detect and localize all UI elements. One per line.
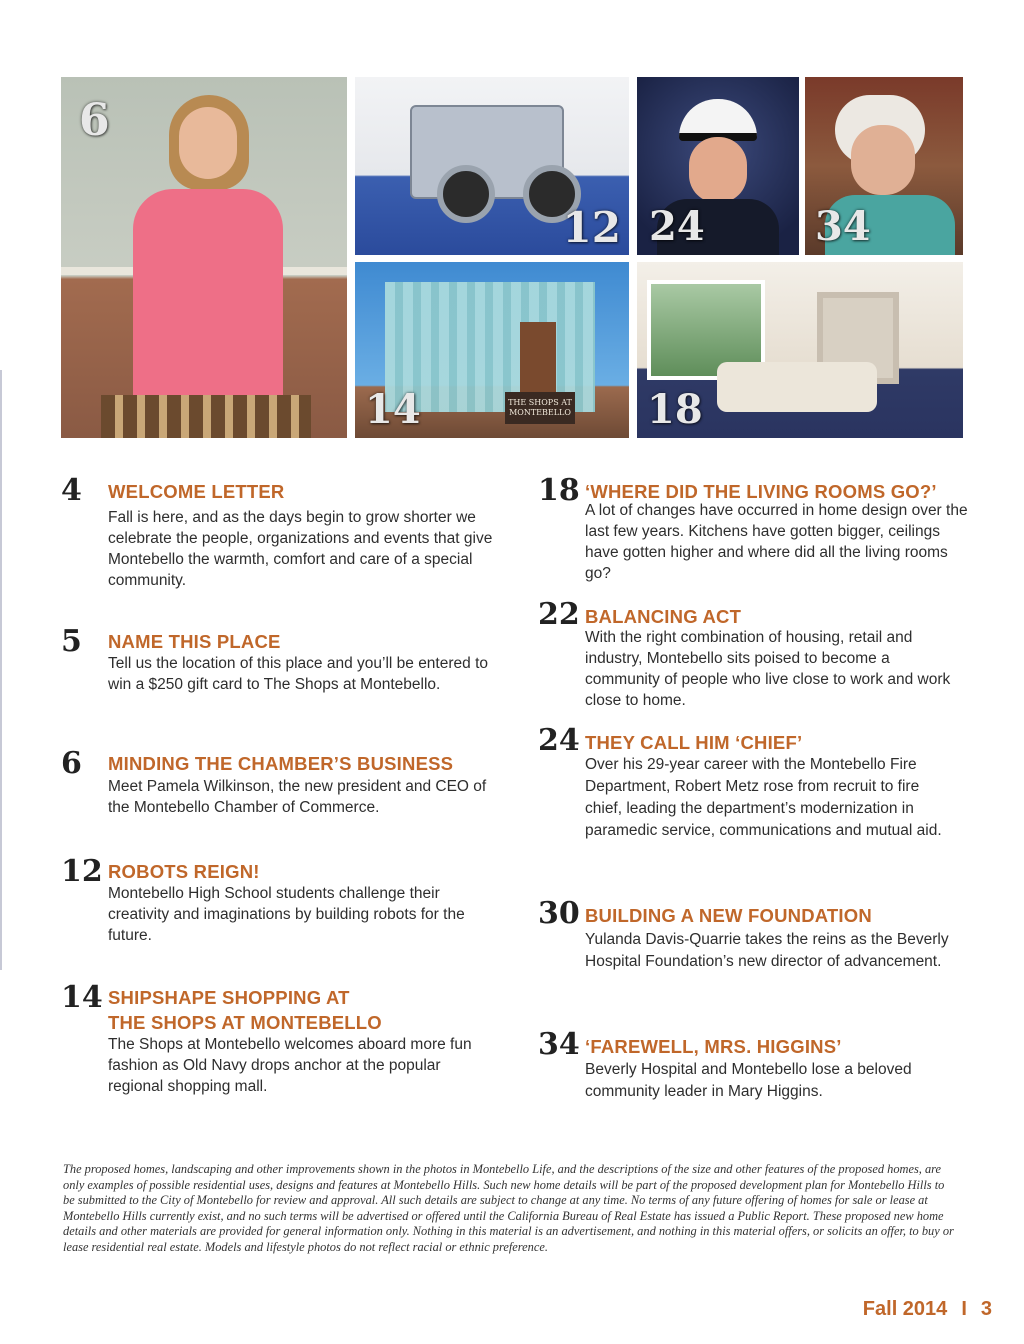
photo-page-number: 24 [649, 203, 705, 250]
chief-cap [679, 99, 757, 141]
room-sofa [717, 362, 877, 412]
toc-title[interactable]: MINDING THE CHAMBER’S BUSINESS [108, 753, 454, 774]
person-jacket [133, 189, 283, 409]
toc-description: Over his 29-year career with the Montebello Fire Department, Robert Metz rose from recruit to fire chief, leading the department’s modernization in paramedic service, communications and mutual aid. [585, 756, 942, 839]
toc-page-number: 30 [538, 896, 580, 931]
person-face [179, 107, 237, 179]
photo-robot [355, 77, 629, 255]
shops-sign [505, 392, 575, 424]
toc-page-number: 34 [538, 1027, 580, 1062]
folio-separator: I [961, 1298, 967, 1320]
page-number: 3 [980, 1298, 992, 1320]
toc-title-line2[interactable]: THE SHOPS AT MONTEBELLO [108, 1012, 382, 1033]
chair [101, 395, 311, 438]
legal-disclaimer: The proposed homes, landscaping and other improvements shown in the photos in Montebello Life, and the descriptions of the size and other features of the proposed homes, are only examples of possible residential uses, designs and features at Montebello Hills. Such new home details will be part of the proposed development plan for Montebello Hills to be submitted to the City of Montebello for review and approval. All such details are subject to change at any time. No terms of any future offering of homes for sale or lease at Montebello Hills currently exist, and no such terms will be advertised or offered until the California Bureau of Real Estate has issued a Public Report. These proposed new home details and other materials are provided for general information only. Nothing in this material is an advertisement, and nothing in this material offers, or solicits an offer, to buy or lease residential real estate. Models and lifestyle photos do not reflect racial or ethnic preference. [63, 1162, 954, 1254]
toc-description: Beverly Hospital and Montebello lose a beloved community leader in Mary Higgins. [585, 1061, 912, 1100]
photo-page-number: 18 [647, 386, 703, 433]
photo-living-room [637, 262, 963, 438]
toc-page-number: 5 [61, 624, 82, 659]
toc-title[interactable]: ‘FAREWELL, MRS. HIGGINS’ [585, 1036, 842, 1057]
toc-title[interactable]: WELCOME LETTER [108, 481, 285, 502]
toc-description: Tell us the location of this place and you’ll be entered to win a $250 gift card to The Shops at Montebello. [108, 655, 488, 693]
toc-description: A lot of changes have occurred in home design over the last few years. Kitchens have gotten bigger, ceilings have gotten higher and where did all the living rooms go? [585, 502, 968, 582]
toc-description: Fall is here, and as the days begin to grow shorter we celebrate the people, organizations and events that give Montebello the warmth, comfort and care of a special community. [108, 509, 493, 589]
shops-sign-line2: MONTEBELLO [509, 407, 571, 417]
toc-page-number: 6 [61, 746, 82, 781]
photo-shops-building [355, 262, 629, 438]
photo-page-number: 34 [815, 203, 871, 250]
woman-face [851, 125, 915, 195]
toc-title[interactable]: ROBOTS REIGN! [108, 861, 260, 882]
toc-page-number: 22 [538, 597, 580, 632]
page-folio [863, 1298, 992, 1321]
photo-portrait [61, 77, 347, 438]
issue-label: Fall 2014 [862, 1298, 948, 1320]
toc-title[interactable]: BUILDING A NEW FOUNDATION [585, 905, 872, 926]
toc-page-number: 14 [61, 980, 103, 1015]
toc-page-number: 24 [538, 723, 580, 758]
toc-title[interactable]: NAME THIS PLACE [108, 631, 281, 652]
page-edge-rule [0, 370, 2, 970]
chief-face [689, 137, 747, 203]
toc-page-number: 12 [61, 854, 103, 889]
toc-title[interactable]: THEY CALL HIM ‘CHIEF’ [585, 732, 803, 753]
photo-fire-chief [637, 77, 799, 255]
toc-description: Meet Pamela Wilkinson, the new president and CEO of the Montebello Chamber of Commerce. [108, 778, 487, 816]
shops-sign-line1: THE SHOPS AT [508, 398, 572, 407]
toc-title[interactable]: ‘WHERE DID THE LIVING ROOMS GO?’ [585, 481, 937, 502]
robot-wheel [437, 165, 495, 223]
toc-title[interactable]: BALANCING ACT [585, 606, 742, 627]
photo-page-number: 14 [365, 386, 421, 433]
toc-page-number: 4 [61, 473, 82, 508]
toc-title[interactable]: SHIPSHAPE SHOPPING AT [108, 987, 350, 1008]
toc-description: With the right combination of housing, retail and industry, Montebello sits poised to become a community of people who live close to work and work close to home. [585, 629, 951, 709]
photo-page-number: 6 [79, 95, 110, 146]
toc-description: Montebello High School students challenge their creativity and imaginations by building robots for the future. [108, 885, 465, 944]
toc-description: The Shops at Montebello welcomes aboard more fun fashion as Old Navy drops anchor at the popular regional shopping mall. [108, 1036, 472, 1095]
toc-description: Yulanda Davis-Quarrie takes the reins as the Beverly Hospital Foundation’s new director of advancement. [585, 931, 949, 970]
toc-page-number: 18 [538, 473, 580, 508]
photo-page-number: 12 [562, 203, 621, 252]
photo-elderly-woman [805, 77, 963, 255]
